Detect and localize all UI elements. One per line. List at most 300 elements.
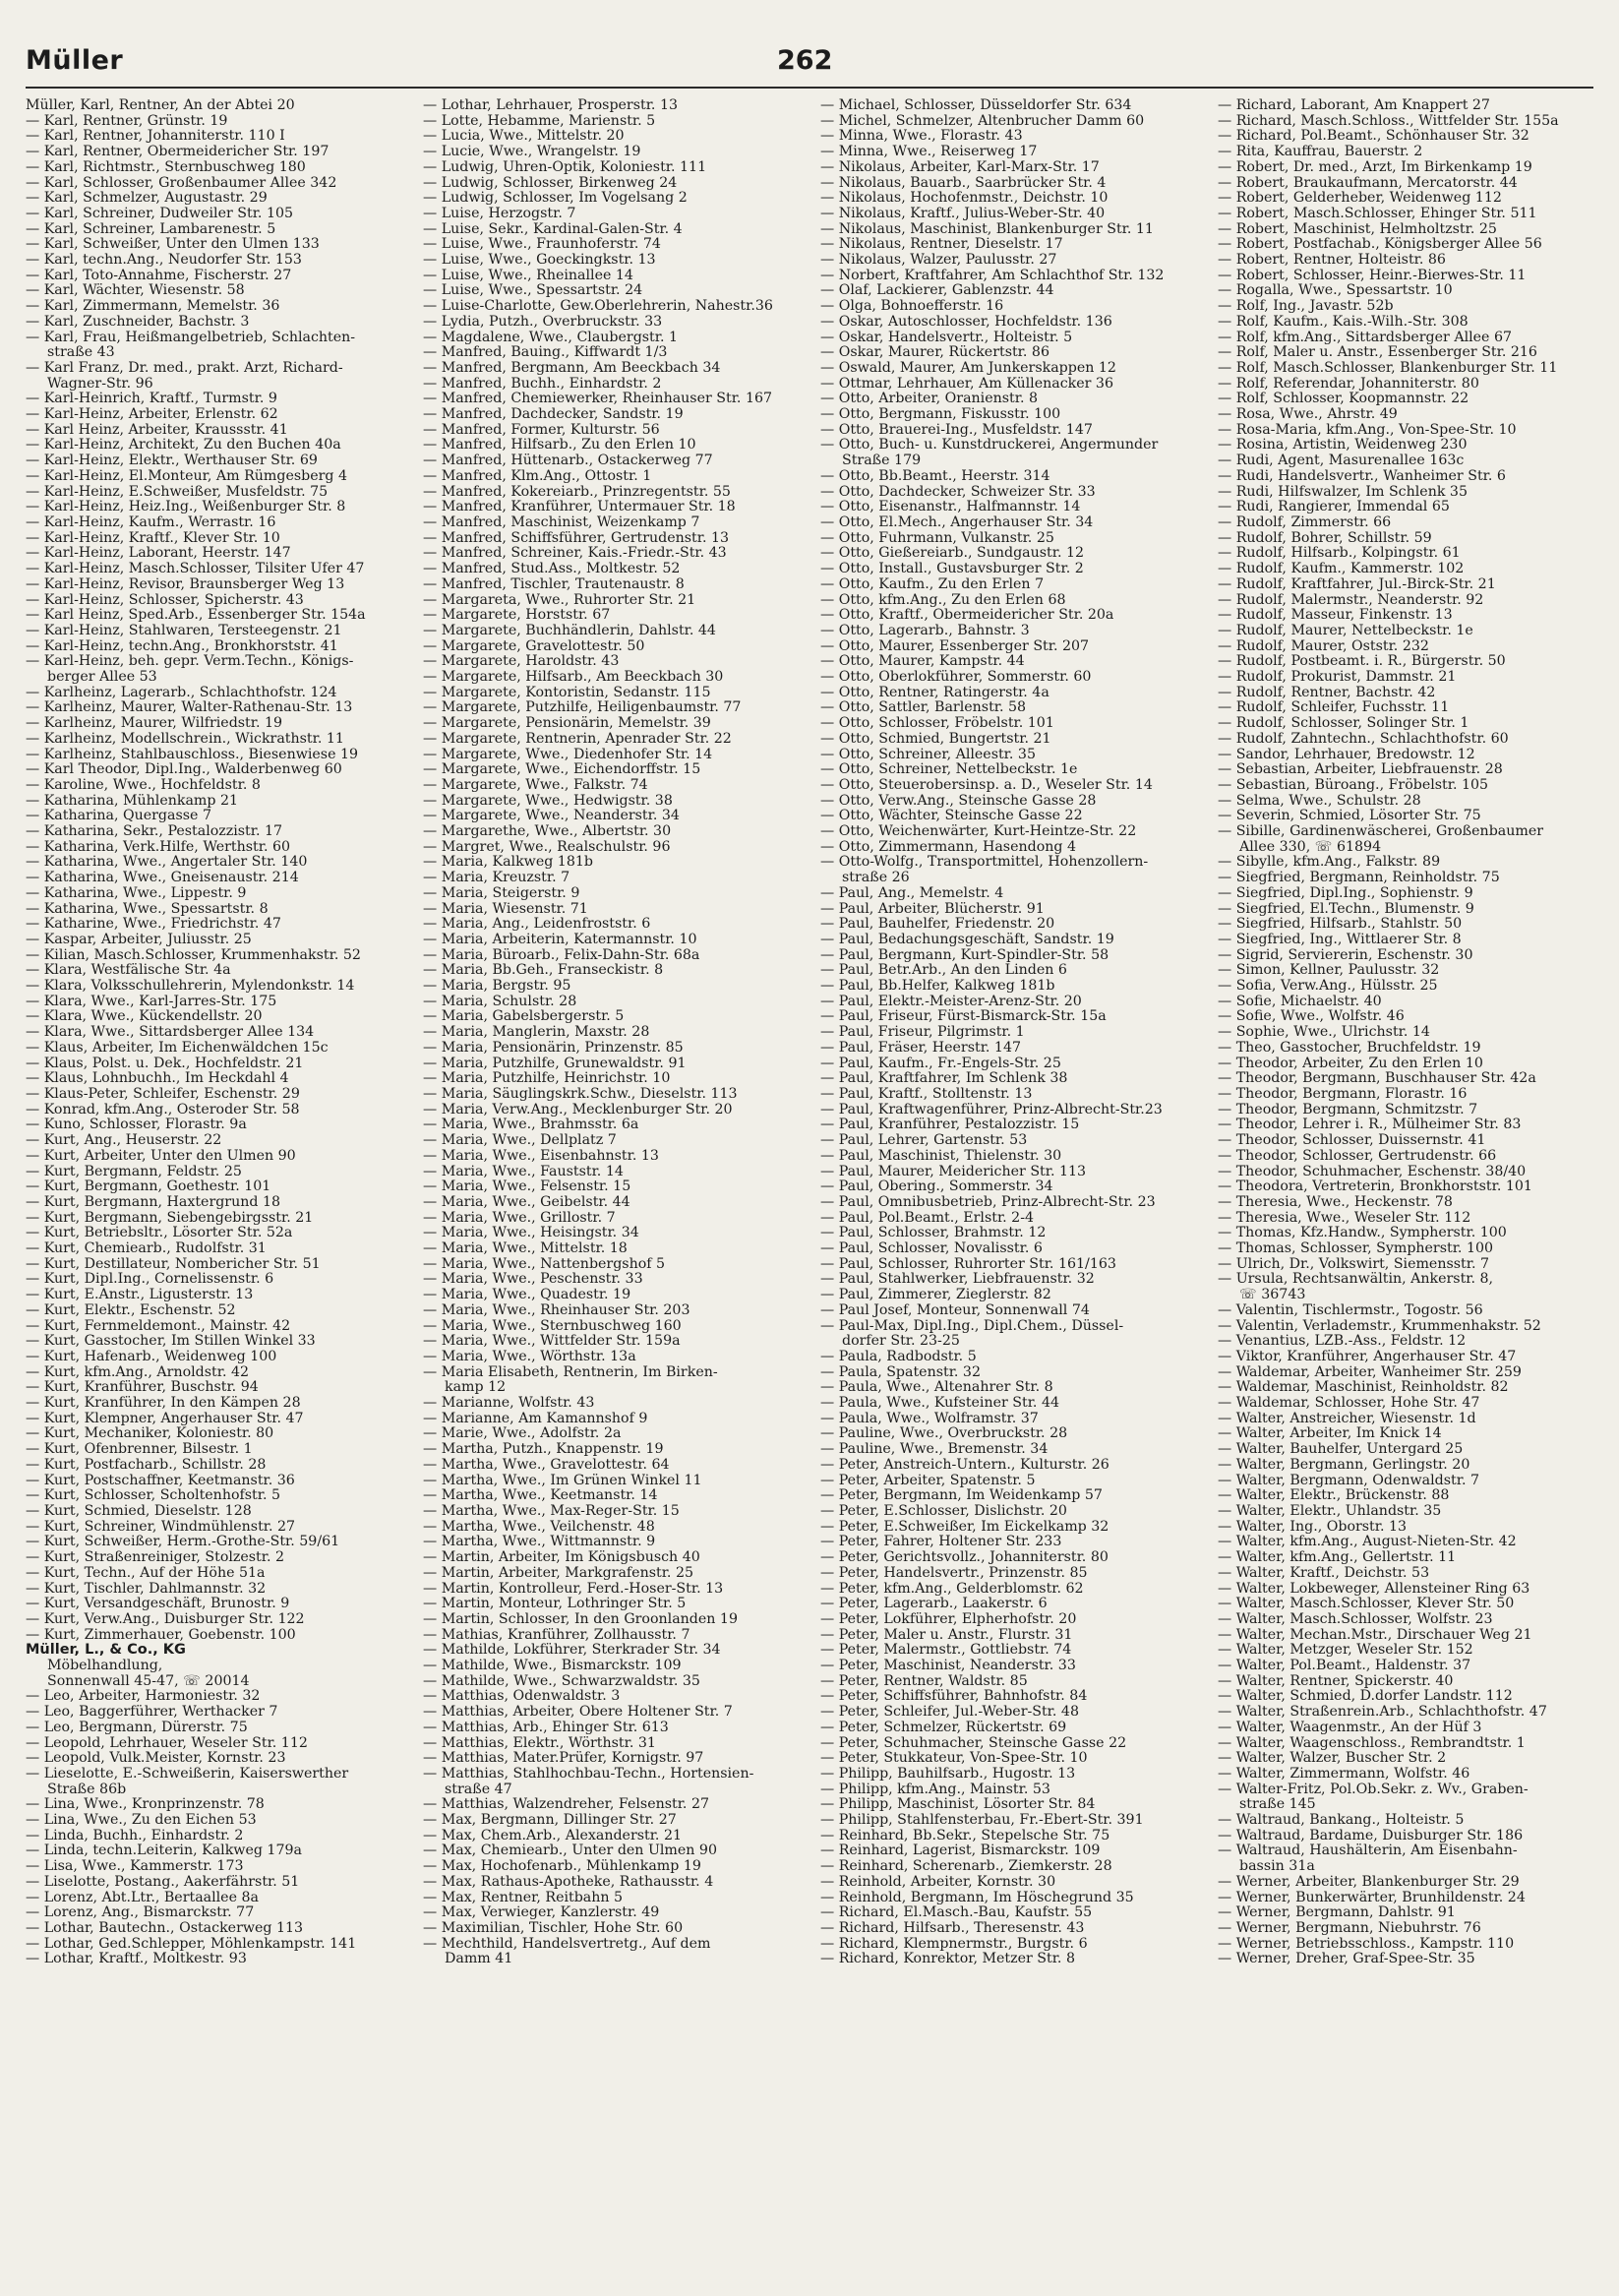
directory-entry: — Walter, Lokbeweger, Allensteiner Ring 63 (1218, 1581, 1530, 1597)
directory-entry: — Rosa-Maria, kfm.Ang., Von-Spee-Str. 10 (1218, 422, 1517, 438)
directory-entry: — Walter, Waagenschloss., Rembrandtstr. 1 (1218, 1735, 1526, 1751)
directory-entry: — Richard, Laborant, Am Knappert 27 (1218, 98, 1490, 113)
directory-entry: — Otto, Schreiner, Nettelbeckstr. 1e (820, 762, 1078, 778)
directory-entry: — Werner, Bunkerwärter, Brunhildenstr. 24 (1218, 1890, 1526, 1905)
directory-entry: — Peter, Lagerarb., Laakerstr. 6 (820, 1597, 1048, 1612)
directory-entry: — Peter, Schuhmacher, Steinsche Gasse 22 (820, 1735, 1127, 1751)
directory-entry: — Maria, Kalkweg 181b (423, 855, 593, 871)
directory-entry: — Max, Verwieger, Kanzlerstr. 49 (423, 1905, 660, 1921)
directory-entry: — Otto, Fuhrmann, Vulkanstr. 25 (820, 530, 1054, 546)
directory-entry: — Karl-Heinz, Masch.Schlosser, Tilsiter Ufer 47 (26, 562, 365, 577)
directory-entry: — Mathilde, Wwe., Bismarckstr. 109 (423, 1659, 682, 1674)
directory-entry: — Otto, Verw.Ang., Steinsche Gasse 28 (820, 793, 1097, 809)
directory-entry: — Manfred, Chemiewerker, Rheinhauser Str. 167 (423, 392, 773, 407)
directory-entry: — Marie, Wwe., Adolfstr. 2a (423, 1426, 622, 1442)
directory-entry: — Kurt, Schmied, Dieselstr. 128 (26, 1503, 252, 1519)
directory-entry: — Katharina, Wwe., Angertaler Str. 140 (26, 855, 308, 871)
directory-entry: — Karl-Heinrich, Kraftf., Turmstr. 9 (26, 392, 277, 407)
directory-entry: — Selma, Wwe., Schulstr. 28 (1218, 793, 1421, 809)
directory-entry: — Rolf, Kaufm., Kais.-Wilh.-Str. 308 (1218, 314, 1469, 330)
directory-entry: — Paul, Kraftfahrer, Im Schlenk 38 (820, 1071, 1068, 1087)
directory-entry: — Karl-Heinz, Elektr., Werthauser Str. 69 (26, 453, 318, 469)
directory-entry: — Otto, Lagerarb., Bahnstr. 3 (820, 623, 1030, 638)
directory-entry: — Ottmar, Lehrhauer, Am Küllenacker 36 (820, 376, 1113, 392)
directory-entry: — Karl Heinz, Sped.Arb., Essenberger Str. 154a (26, 608, 366, 624)
directory-entry: — Max, Rathaus-Apotheke, Rathausstr. 4 (423, 1874, 714, 1890)
directory-entry: — Olga, Bohnoefferstr. 16 (820, 299, 1004, 315)
directory-entry: — Peter, E.Schlosser, Dislichstr. 20 (820, 1503, 1067, 1519)
directory-entry: — Walter-Fritz, Pol.Ob.Sekr. z. Wv., Graben- (1218, 1782, 1529, 1797)
directory-entry: — Reinhard, Bb.Sekr., Stepelsche Str. 75 (820, 1828, 1110, 1843)
directory-entry: — Margarete, Wwe., Eichendorffstr. 15 (423, 762, 701, 778)
directory-entry: — Otto, Brauerei-Ing., Musfeldstr. 147 (820, 422, 1093, 438)
directory-entry: — Richard, Masch.Schloss., Wittfelder Str. 155a (1218, 113, 1559, 129)
directory-entry: — Karl, Schlosser, Großenbaumer Allee 342 (26, 175, 337, 191)
directory-entry: — Peter, kfm.Ang., Gelderblomstr. 62 (820, 1581, 1084, 1597)
directory-entry: — Rudi, Agent, Masurenallee 163c (1218, 453, 1465, 469)
directory-entry-continuation: straße 145 (1239, 1797, 1316, 1813)
directory-entry: — Katharina, Mühlenkamp 21 (26, 793, 239, 809)
directory-entry: — Waldemar, Maschinist, Reinholdstr. 82 (1218, 1380, 1509, 1396)
directory-entry: — Maria, Büroarb., Felix-Dahn-Str. 68a (423, 947, 700, 963)
directory-entry: — Rudolf, Bohrer, Schillstr. 59 (1218, 530, 1432, 546)
directory-entry: — Maria, Wwe., Felsenstr. 15 (423, 1179, 631, 1195)
directory-entry: — Otto, Maurer, Essenberger Str. 207 (820, 638, 1090, 654)
directory-entry: — Klara, Westfälische Str. 4a (26, 963, 231, 979)
directory-entry: — Manfred, Bergmann, Am Beeckbach 34 (423, 360, 721, 376)
directory-entry: — Martin, Arbeiter, Im Königsbusch 40 (423, 1550, 700, 1566)
directory-entry: — Peter, Stukkateur, Von-Spee-Str. 10 (820, 1751, 1088, 1767)
directory-entry: — Rudolf, Postbeamt. i. R., Bürgerstr. 50 (1218, 654, 1506, 670)
directory-entry: — Lina, Wwe., Zu den Eichen 53 (26, 1813, 257, 1829)
directory-entry: — Karl, Schweißer, Unter den Ulmen 133 (26, 237, 320, 253)
directory-entry: — Robert, Braukaufmann, Mercatorstr. 44 (1218, 175, 1518, 191)
directory-entry: — Martha, Putzh., Knappenstr. 19 (423, 1442, 664, 1458)
directory-entry: — Margarete, Gravelottestr. 50 (423, 638, 645, 654)
directory-entry: — Venantius, LZB.-Ass., Feldstr. 12 (1218, 1334, 1467, 1350)
directory-entry: — Werner, Dreher, Graf-Spee-Str. 35 (1218, 1952, 1475, 1967)
directory-entry-continuation: Wagner-Str. 96 (47, 376, 153, 392)
directory-entry: — Walter, Straßenrein.Arb., Schlachthofstr. 47 (1218, 1705, 1547, 1721)
directory-entry: — Paula, Wwe., Wolframstr. 37 (820, 1411, 1039, 1426)
directory-entry: — Karl, Rentner, Johanniterstr. 110 I (26, 129, 285, 145)
directory-entry: — Rolf, Schlosser, Koopmannstr. 22 (1218, 392, 1469, 407)
directory-entry: — Ursula, Rechtsanwältin, Ankerstr. 8, (1218, 1272, 1494, 1288)
directory-entry: — Margarete, Wwe., Hedwigstr. 38 (423, 793, 673, 809)
directory-entry: — Walter, Masch.Schlosser, Klever Str. 50 (1218, 1597, 1515, 1612)
directory-entry: — Maria, Wwe., Sternbuschweg 160 (423, 1318, 682, 1334)
directory-entry: — Klaus, Arbeiter, Im Eichenwäldchen 15c (26, 1040, 329, 1056)
directory-entry: — Karl-Heinz, Revisor, Braunsberger Weg 13 (26, 576, 345, 592)
directory-entry: — Otto, Eisenanstr., Halfmannstr. 14 (820, 500, 1081, 515)
directory-entry: — Karlheinz, Stahlbauschloss., Biesenwiese 19 (26, 747, 359, 762)
directory-entry: — Paul, Fräser, Heerstr. 147 (820, 1040, 1022, 1056)
directory-entry: — Rosa, Wwe., Ahrstr. 49 (1218, 407, 1398, 423)
directory-entry: — Paul, Omnibusbetrieb, Prinz-Albrecht-Str. 23 (820, 1194, 1156, 1210)
directory-entry: — Theodor, Bergmann, Buschhauser Str. 42a (1218, 1071, 1536, 1087)
directory-entry: — Paul, Bb.Helfer, Kalkweg 181b (820, 979, 1055, 995)
directory-entry: — Otto, Bb.Beamt., Heerstr. 314 (820, 468, 1050, 484)
directory-entry: — Karl-Heinz, Architekt, Zu den Buchen 40a (26, 438, 341, 453)
directory-entry: — Manfred, Kokereiarb., Prinzregentstr. 55 (423, 484, 731, 500)
directory-entry: — Manfred, Klm.Ang., Ottostr. 1 (423, 468, 652, 484)
directory-entry: — Peter, Arbeiter, Spatenstr. 5 (820, 1473, 1036, 1488)
directory-entry: — Paul, Ang., Memelstr. 4 (820, 885, 1004, 901)
directory-entry: — Klaus-Peter, Schleifer, Eschenstr. 29 (26, 1087, 300, 1102)
directory-entry: — Maria, Steigerstr. 9 (423, 885, 580, 901)
directory-entry: — Klara, Wwe., Karl-Jarres-Str. 175 (26, 994, 277, 1009)
directory-entry: — Kurt, Postschaffner, Keetmanstr. 36 (26, 1473, 295, 1488)
directory-entry: — Kurt, Elektr., Eschenstr. 52 (26, 1302, 236, 1318)
directory-entry: — Matthias, Mater.Prüfer, Kornigstr. 97 (423, 1751, 704, 1767)
directory-entry: — Sophie, Wwe., Ulrichstr. 14 (1218, 1025, 1430, 1041)
directory-entry: — Reinhold, Arbeiter, Kornstr. 30 (820, 1874, 1056, 1890)
directory-entry: — Sibille, Gardinenwäscherei, Großenbaumer (1218, 824, 1544, 840)
directory-entry-continuation: Allee 330, ☏ 61894 (1239, 839, 1382, 855)
directory-entry: — Siegfried, El.Techn., Blumenstr. 9 (1218, 901, 1474, 917)
directory-entry: — Katharine, Wwe., Friedrichstr. 47 (26, 917, 281, 933)
directory-entry: — Karl, Richtmstr., Sternbuschweg 180 (26, 159, 306, 175)
directory-entry: — Rudolf, Kraftfahrer, Jul.-Birck-Str. 21 (1218, 576, 1496, 592)
directory-entry: — Martha, Wwe., Veilchenstr. 48 (423, 1519, 655, 1535)
directory-entry: — Paul, Schlosser, Ruhrorter Str. 161/163 (820, 1256, 1116, 1272)
directory-entry: — Rudi, Handelsvertr., Wanheimer Str. 6 (1218, 468, 1506, 484)
directory-entry: — Philipp, Stahlfensterbau, Fr.-Ebert-Str. 391 (820, 1813, 1144, 1829)
directory-entry: — Maria, Wwe., Quadestr. 19 (423, 1288, 631, 1303)
directory-entry: — Maria, Bergstr. 95 (423, 979, 571, 995)
directory-entry: — Kurt, Versandgeschäft, Brunostr. 9 (26, 1597, 290, 1612)
directory-entry: — Walter, Elektr., Brückenstr. 88 (1218, 1488, 1450, 1504)
directory-entry: — Peter, Lokführer, Elpherhofstr. 20 (820, 1611, 1077, 1627)
directory-entry: — Peter, Schmelzer, Rückertstr. 69 (820, 1720, 1067, 1735)
directory-entry: — Matthias, Arb., Ehinger Str. 613 (423, 1720, 669, 1735)
directory-entry: — Rudolf, Rentner, Bachstr. 42 (1218, 685, 1436, 700)
directory-entry: — Thomas, Kfz.Handw., Sympherstr. 100 (1218, 1226, 1507, 1241)
directory-entry: — Luise, Wwe., Spessartstr. 24 (423, 283, 643, 299)
directory-entry: — Otto, Kraftf., Obermeidericher Str. 20a (820, 608, 1114, 624)
directory-entry: — Richard, Pol.Beamt., Schönhauser Str. 32 (1218, 129, 1529, 145)
directory-entry: — Theodor, Schuhmacher, Eschenstr. 38/40 (1218, 1164, 1527, 1179)
directory-entry: — Margarete, Wwe., Neanderstr. 34 (423, 809, 680, 824)
directory-entry: — Otto, Rentner, Ratingerstr. 4a (820, 685, 1049, 700)
directory-entry: — Walter, Masch.Schlosser, Wolfstr. 23 (1218, 1611, 1493, 1627)
directory-entry: — Kurt, Zimmerhauer, Goebenstr. 100 (26, 1627, 296, 1643)
directory-entry: — Marianne, Wolfstr. 43 (423, 1396, 595, 1412)
directory-entry: — Minna, Wwe., Reiserweg 17 (820, 145, 1038, 160)
directory-entry: — Linda, Buchh., Einhardstr. 2 (26, 1828, 244, 1843)
directory-entry: — Manfred, Former, Kulturstr. 56 (423, 422, 660, 438)
directory-entry: — Kurt, Gasstocher, Im Stillen Winkel 33 (26, 1334, 316, 1350)
directory-entry: — Otto, Steuerobersinsp. a. D., Weseler Str. 14 (820, 777, 1153, 793)
directory-entry: — Margret, Wwe., Realschulstr. 96 (423, 839, 671, 855)
directory-entry: — Peter, E.Schweißer, Im Eickelkamp 32 (820, 1519, 1109, 1535)
directory-entry: Müller, L., & Co., KG (26, 1643, 186, 1659)
directory-entry: — Paul, Kraftwagenführer, Prinz-Albrecht-Str.23 (820, 1102, 1163, 1118)
directory-entry: — Waltraud, Bankang., Holteistr. 5 (1218, 1813, 1465, 1829)
directory-entry: — Margarete, Wwe., Diedenhofer Str. 14 (423, 747, 713, 762)
directory-entry: — Margarethe, Wwe., Albertstr. 30 (423, 824, 672, 840)
directory-entry: — Kurt, Straßenreiniger, Stolzestr. 2 (26, 1550, 285, 1566)
directory-entry: — Walter, Bauhelfer, Untergard 25 (1218, 1442, 1464, 1458)
directory-entry: — Kurt, Kranführer, Buschstr. 94 (26, 1380, 259, 1396)
directory-entry: — Maria, Ang., Leidenfroststr. 6 (423, 917, 651, 933)
directory-entry: — Philipp, Bauhilfsarb., Hugostr. 13 (820, 1766, 1076, 1782)
directory-entry: — Kurt, Klempner, Angerhauser Str. 47 (26, 1411, 304, 1426)
directory-entry: — Lothar, Lehrhauer, Prosperstr. 13 (423, 98, 678, 113)
directory-entry: — Maria, Wwe., Rheinhauser Str. 203 (423, 1302, 690, 1318)
directory-entry: — Kurt, Bergmann, Haxtergrund 18 (26, 1194, 281, 1210)
directory-entry: — Otto, Oberlokführer, Sommerstr. 60 (820, 670, 1092, 686)
directory-entry: — Luise, Wwe., Goeckingkstr. 13 (423, 253, 656, 269)
directory-entry: — Mechthild, Handelsvertretg., Auf dem (423, 1936, 711, 1952)
directory-entry: — Paul, Elektr.-Meister-Arenz-Str. 20 (820, 994, 1082, 1009)
directory-entry: — Nikolaus, Maschinist, Blankenburger Str. 11 (820, 221, 1154, 237)
directory-entry: — Theodor, Schlosser, Gertrudenstr. 66 (1218, 1148, 1497, 1164)
directory-entry: — Walter, kfm.Ang., Gellertstr. 11 (1218, 1550, 1457, 1566)
directory-entry: — Peter, Malermstr., Gottliebstr. 74 (820, 1643, 1072, 1659)
directory-entry: — Werner, Arbeiter, Blankenburger Str. 29 (1218, 1874, 1520, 1890)
directory-entry: — Nikolaus, Rentner, Dieselstr. 17 (820, 237, 1063, 253)
directory-entry: — Paula, Wwe., Kufsteiner Str. 44 (820, 1396, 1060, 1412)
directory-entry: — Theodor, Bergmann, Florastr. 16 (1218, 1087, 1468, 1102)
directory-entry: — Maria, Wwe., Nattenbergshof 5 (423, 1256, 666, 1272)
directory-entry: — Theo, Gasstocher, Bruchfeldstr. 19 (1218, 1040, 1481, 1056)
directory-entry: — Luise, Herzogstr. 7 (423, 206, 576, 221)
page-header (0, 0, 1619, 81)
directory-entry: — Katharina, Verk.Hilfe, Werthstr. 60 (26, 839, 291, 855)
directory-entry: — Robert, Rentner, Holteistr. 86 (1218, 253, 1446, 269)
directory-entry: — Maria, Wwe., Peschenstr. 33 (423, 1272, 643, 1288)
directory-entry: — Leopold, Vulk.Meister, Kornstr. 23 (26, 1751, 286, 1767)
directory-entry: — Paul, Betr.Arb., An den Linden 6 (820, 963, 1067, 979)
directory-columns (26, 98, 1593, 2282)
directory-entry: — Paul, Kranführer, Pestalozzistr. 15 (820, 1118, 1080, 1133)
directory-entry: — Rudi, Hilfswalzer, Im Schlenk 35 (1218, 484, 1468, 500)
directory-entry: — Theodora, Vertreterin, Bronkhorststr. 101 (1218, 1179, 1532, 1195)
directory-entry: — Katharina, Sekr., Pestalozzistr. 17 (26, 824, 283, 840)
directory-entry: — Lina, Wwe., Kronprinzenstr. 78 (26, 1797, 265, 1813)
directory-entry: — Lothar, Ged.Schlepper, Möhlenkampstr. 141 (26, 1936, 357, 1952)
directory-entry: — Martha, Wwe., Max-Reger-Str. 15 (423, 1503, 680, 1519)
directory-entry: — Kurt, Postfacharb., Schillstr. 28 (26, 1457, 267, 1473)
directory-entry: — Peter, Handelsvertr., Prinzenstr. 85 (820, 1565, 1088, 1581)
directory-entry: — Liselotte, Postang., Aakerfährstr. 51 (26, 1874, 300, 1890)
directory-entry: — Paul, Friseur, Pilgrimstr. 1 (820, 1025, 1025, 1041)
directory-entry-continuation: berger Allee 53 (47, 670, 157, 686)
directory-entry: — Robert, Gelderheber, Weidenweg 112 (1218, 191, 1502, 207)
directory-entry: — Peter, Bergmann, Im Weidenkamp 57 (820, 1488, 1103, 1504)
directory-entry: — Karl-Heinz, Stahlwaren, Tersteegenstr. 21 (26, 623, 342, 638)
directory-entry: — Sebastian, Arbeiter, Liebfrauenstr. 28 (1218, 762, 1503, 778)
directory-entry: — Karl-Heinz, E.Schweißer, Musfeldstr. 75 (26, 484, 329, 500)
directory-entry: — Lydia, Putzh., Overbruckstr. 33 (423, 314, 663, 330)
column-4 (1218, 98, 1597, 2282)
running-head: Müller (26, 45, 124, 76)
directory-entry: — Maria, Kreuzstr. 7 (423, 871, 570, 886)
directory-entry: — Klaus, Polst. u. Dek., Hochfeldstr. 21 (26, 1056, 304, 1071)
directory-entry: — Karl, techn.Ang., Neudorfer Str. 153 (26, 253, 302, 269)
directory-entry: — Kurt, Techn., Auf der Höhe 51a (26, 1565, 266, 1581)
directory-entry: — Thomas, Schlosser, Sympherstr. 100 (1218, 1241, 1494, 1257)
directory-entry: — Leopold, Lehrhauer, Weseler Str. 112 (26, 1735, 308, 1751)
directory-entry: — Lorenz, Ang., Bismarckstr. 77 (26, 1905, 255, 1921)
directory-entry: — Klara, Volksschullehrerin, Mylendonkstr. 14 (26, 979, 355, 995)
directory-entry: — Leo, Baggerführer, Werthacker 7 (26, 1705, 278, 1721)
directory-entry: — Theodor, Schlosser, Duissernstr. 41 (1218, 1133, 1486, 1149)
directory-entry: — Rudolf, Zimmerstr. 66 (1218, 514, 1392, 530)
directory-entry: — Minna, Wwe., Florastr. 43 (820, 129, 1023, 145)
directory-entry: — Waltraud, Bardame, Duisburger Str. 186 (1218, 1828, 1524, 1843)
directory-entry: — Walter, Bergmann, Gerlingstr. 20 (1218, 1457, 1470, 1473)
directory-entry-continuation: Sonnenwall 45-47, ☏ 20014 (47, 1673, 250, 1689)
directory-entry: — Mathilde, Wwe., Schwarzwaldstr. 35 (423, 1673, 700, 1689)
directory-entry: — Maria, Wwe., Fauststr. 14 (423, 1164, 624, 1179)
directory-entry: — Luise, Wwe., Rheinallee 14 (423, 268, 633, 283)
directory-entry: — Richard, El.Masch.-Bau, Kaufstr. 55 (820, 1905, 1093, 1921)
directory-entry: — Max, Rentner, Reitbahn 5 (423, 1890, 624, 1905)
directory-entry: — Kurt, Kranführer, In den Kämpen 28 (26, 1396, 301, 1412)
directory-entry: — Maria, Säuglingskrk.Schw., Dieselstr. 113 (423, 1087, 738, 1102)
directory-entry: — Max, Bergmann, Dillinger Str. 27 (423, 1813, 677, 1829)
directory-entry: — Nikolaus, Bauarb., Saarbrücker Str. 4 (820, 175, 1107, 191)
directory-entry: — Maria, Putzhilfe, Grunewaldstr. 91 (423, 1056, 687, 1071)
directory-entry: — Kaspar, Arbeiter, Juliusstr. 25 (26, 932, 252, 947)
directory-entry: — Martha, Wwe., Im Grünen Winkel 11 (423, 1473, 702, 1488)
directory-entry: — Waldemar, Schlosser, Hohe Str. 47 (1218, 1396, 1480, 1412)
directory-entry: — Valentin, Tischlermstr., Togostr. 56 (1218, 1302, 1483, 1318)
directory-entry: — Maria Elisabeth, Rentnerin, Im Birken- (423, 1364, 718, 1380)
directory-entry: — Matthias, Odenwaldstr. 3 (423, 1689, 621, 1705)
directory-entry: — Martha, Wwe., Wittmannstr. 9 (423, 1535, 656, 1550)
directory-entry: — Karl-Heinz, Laborant, Heerstr. 147 (26, 546, 291, 562)
directory-entry: — Lothar, Bautechn., Ostackerweg 113 (26, 1920, 304, 1936)
directory-entry: — Werner, Bergmann, Niebuhrstr. 76 (1218, 1920, 1481, 1936)
directory-entry: — Paul, Bedachungsgeschäft, Sandstr. 19 (820, 932, 1114, 947)
directory-entry: — Theresia, Wwe., Heckenstr. 78 (1218, 1194, 1453, 1210)
directory-entry: — Otto, Schmied, Bungertstr. 21 (820, 731, 1051, 747)
directory-entry: — Robert, Schlosser, Heinr.-Bierwes-Str. 11 (1218, 268, 1527, 283)
directory-entry: — Otto, El.Mech., Angerhauser Str. 34 (820, 514, 1094, 530)
directory-entry: — Nikolaus, Walzer, Paulusstr. 27 (820, 253, 1057, 269)
directory-entry: — Paula, Spatenstr. 32 (820, 1364, 981, 1380)
directory-entry: — Ulrich, Dr., Volkswirt, Siemensstr. 7 (1218, 1256, 1489, 1272)
directory-entry: — Matthias, Arbeiter, Obere Holtener Str. 7 (423, 1705, 733, 1721)
directory-entry: — Lucia, Wwe., Mittelstr. 20 (423, 129, 625, 145)
directory-entry: — Sofia, Verw.Ang., Hülsstr. 25 (1218, 979, 1438, 995)
directory-entry: — Margarete, Putzhilfe, Heiligenbaumstr. 77 (423, 700, 742, 716)
directory-entry: — Paul, Maschinist, Thielenstr. 30 (820, 1148, 1062, 1164)
directory-entry: — Siegfried, Dipl.Ing., Sophienstr. 9 (1218, 885, 1473, 901)
directory-entry: — Katharina, Wwe., Spessartstr. 8 (26, 901, 269, 917)
directory-entry: — Maria, Putzhilfe, Heinrichstr. 10 (423, 1071, 671, 1087)
directory-entry: — Margarete, Wwe., Falkstr. 74 (423, 777, 648, 793)
directory-entry: — Paul, Kraftf., Stolltenstr. 13 (820, 1087, 1033, 1102)
directory-entry: — Paula, Radbodstr. 5 (820, 1349, 977, 1364)
directory-entry-continuation: straße 26 (842, 871, 910, 886)
directory-entry: — Otto, kfm.Ang., Zu den Erlen 68 (820, 592, 1066, 608)
directory-entry: — Kurt, Chemiearb., Rudolfstr. 31 (26, 1241, 267, 1257)
directory-entry: — Margarete, Haroldstr. 43 (423, 654, 620, 670)
directory-entry: — Kurt, Dipl.Ing., Cornelissenstr. 6 (26, 1272, 274, 1288)
directory-entry: — Peter, Schleifer, Jul.-Weber-Str. 48 (820, 1705, 1079, 1721)
directory-entry: — Peter, Schiffsführer, Bahnhofstr. 84 (820, 1689, 1088, 1705)
directory-entry-continuation: ☏ 36743 (1239, 1288, 1306, 1303)
directory-entry: — Martha, Wwe., Gravelottestr. 64 (423, 1457, 670, 1473)
directory-entry: — Luise, Wwe., Fraunhoferstr. 74 (423, 237, 661, 253)
directory-entry: — Maximilian, Tischler, Hohe Str. 60 (423, 1920, 684, 1936)
directory-entry: — Karl, Frau, Heißmangelbetrieb, Schlachten- (26, 330, 356, 345)
directory-entry: — Luise, Sekr., Kardinal-Galen-Str. 4 (423, 221, 683, 237)
directory-entry: — Paul, Obering., Sommerstr. 34 (820, 1179, 1053, 1195)
directory-entry: — Karl, Schreiner, Dudweiler Str. 105 (26, 206, 294, 221)
directory-entry: — Maria, Wwe., Dellplatz 7 (423, 1133, 617, 1149)
directory-entry: — Maria, Arbeiterin, Katermannstr. 10 (423, 932, 697, 947)
directory-entry: — Simon, Kellner, Paulusstr. 32 (1218, 963, 1440, 979)
directory-entry: — Werner, Betriebsschloss., Kampstr. 110 (1218, 1936, 1515, 1952)
directory-entry: — Rudolf, Maurer, Nettelbeckstr. 1e (1218, 623, 1473, 638)
directory-entry: — Richard, Konrektor, Metzer Str. 8 (820, 1952, 1075, 1967)
directory-entry: — Maria, Manglerin, Maxstr. 28 (423, 1025, 650, 1041)
directory-entry: — Martin, Kontrolleur, Ferd.-Hoser-Str. 13 (423, 1581, 724, 1597)
directory-entry: — Karl Theodor, Dipl.Ing., Walderbenweg 60 (26, 762, 342, 778)
directory-entry: — Siegfried, Ing., Wittlaerer Str. 8 (1218, 932, 1462, 947)
directory-entry: — Werner, Bergmann, Dahlstr. 91 (1218, 1905, 1456, 1921)
directory-entry: — Robert, Masch.Schlosser, Ehinger Str. 511 (1218, 206, 1537, 221)
directory-entry: — Maria, Gabelsbergerstr. 5 (423, 1009, 625, 1025)
directory-entry: — Kurt, Bergmann, Feldstr. 25 (26, 1164, 242, 1179)
directory-entry: — Kurt, Ang., Heuserstr. 22 (26, 1133, 222, 1149)
directory-entry: — Manfred, Dachdecker, Sandstr. 19 (423, 407, 684, 423)
directory-entry: — Karl-Heinz, Kraftf., Klever Str. 10 (26, 530, 280, 546)
directory-entry: — Kurt, Bergmann, Goethestr. 101 (26, 1179, 271, 1195)
directory-entry: — Otto, Dachdecker, Schweizer Str. 33 (820, 484, 1096, 500)
directory-entry: — Kurt, Tischler, Dahlmannstr. 32 (26, 1581, 267, 1597)
directory-entry-continuation: Straße 86b (47, 1782, 127, 1797)
directory-entry: — Robert, Postfachab., Königsberger Allee 56 (1218, 237, 1542, 253)
directory-entry: — Max, Hochofenarb., Mühlenkamp 19 (423, 1859, 701, 1875)
directory-entry: — Ludwig, Schlosser, Im Vogelsang 2 (423, 191, 688, 207)
directory-entry: — Maria, Wwe., Brahmsstr. 6a (423, 1118, 639, 1133)
directory-entry: — Walter, Schmied, D.dorfer Landstr. 112 (1218, 1689, 1513, 1705)
directory-entry: — Michel, Schmelzer, Altenbrucher Damm 60 (820, 113, 1145, 129)
directory-entry: — Margarete, Buchhändlerin, Dahlstr. 44 (423, 623, 716, 638)
directory-entry: — Klara, Wwe., Kückendellstr. 20 (26, 1009, 263, 1025)
directory-entry: — Konrad, kfm.Ang., Osteroder Str. 58 (26, 1102, 300, 1118)
directory-entry: — Maria, Wwe., Heisingstr. 34 (423, 1226, 639, 1241)
directory-entry: — Karl-Heinz, Heiz.Ing., Weißenburger Str. 8 (26, 500, 346, 515)
directory-entry: — Maria, Wiesenstr. 71 (423, 901, 588, 917)
directory-entry: — Paula, Wwe., Altenahrer Str. 8 (820, 1380, 1053, 1396)
directory-entry: — Manfred, Buchh., Einhardstr. 2 (423, 376, 662, 392)
directory-entry: — Rolf, Maler u. Anstr., Essenberger Str. 216 (1218, 345, 1537, 361)
directory-entry: — Kurt, Fernmeldemont., Mainstr. 42 (26, 1318, 291, 1334)
directory-entry: — Theodor, Bergmann, Schmitzstr. 7 (1218, 1102, 1478, 1118)
directory-entry: — Otto, Wächter, Steinsche Gasse 22 (820, 809, 1083, 824)
directory-entry: — Paul, Maurer, Meidericher Str. 113 (820, 1164, 1087, 1179)
directory-entry: — Otto, Install., Gustavsburger Str. 2 (820, 562, 1084, 577)
directory-entry: — Katharina, Quergasse 7 (26, 809, 211, 824)
directory-entry-continuation: bassin 31a (1239, 1859, 1315, 1875)
directory-entry: — Maria, Wwe., Mittelstr. 18 (423, 1241, 628, 1257)
directory-entry: — Manfred, Hilfsarb., Zu den Erlen 10 (423, 438, 696, 453)
directory-entry: — Robert, Maschinist, Helmholtzstr. 25 (1218, 221, 1497, 237)
directory-entry: — Leo, Arbeiter, Harmoniestr. 32 (26, 1689, 261, 1705)
directory-entry: — Margarete, Pensionärin, Memelstr. 39 (423, 716, 711, 732)
directory-entry: — Matthias, Walzendreher, Felsenstr. 27 (423, 1797, 709, 1813)
directory-entry: — Kilian, Masch.Schlosser, Krummenhakstr. 52 (26, 947, 361, 963)
directory-entry: — Kurt, Arbeiter, Unter den Ulmen 90 (26, 1148, 296, 1164)
directory-entry: — Paul, Zimmerer, Zieglerstr. 82 (820, 1288, 1051, 1303)
